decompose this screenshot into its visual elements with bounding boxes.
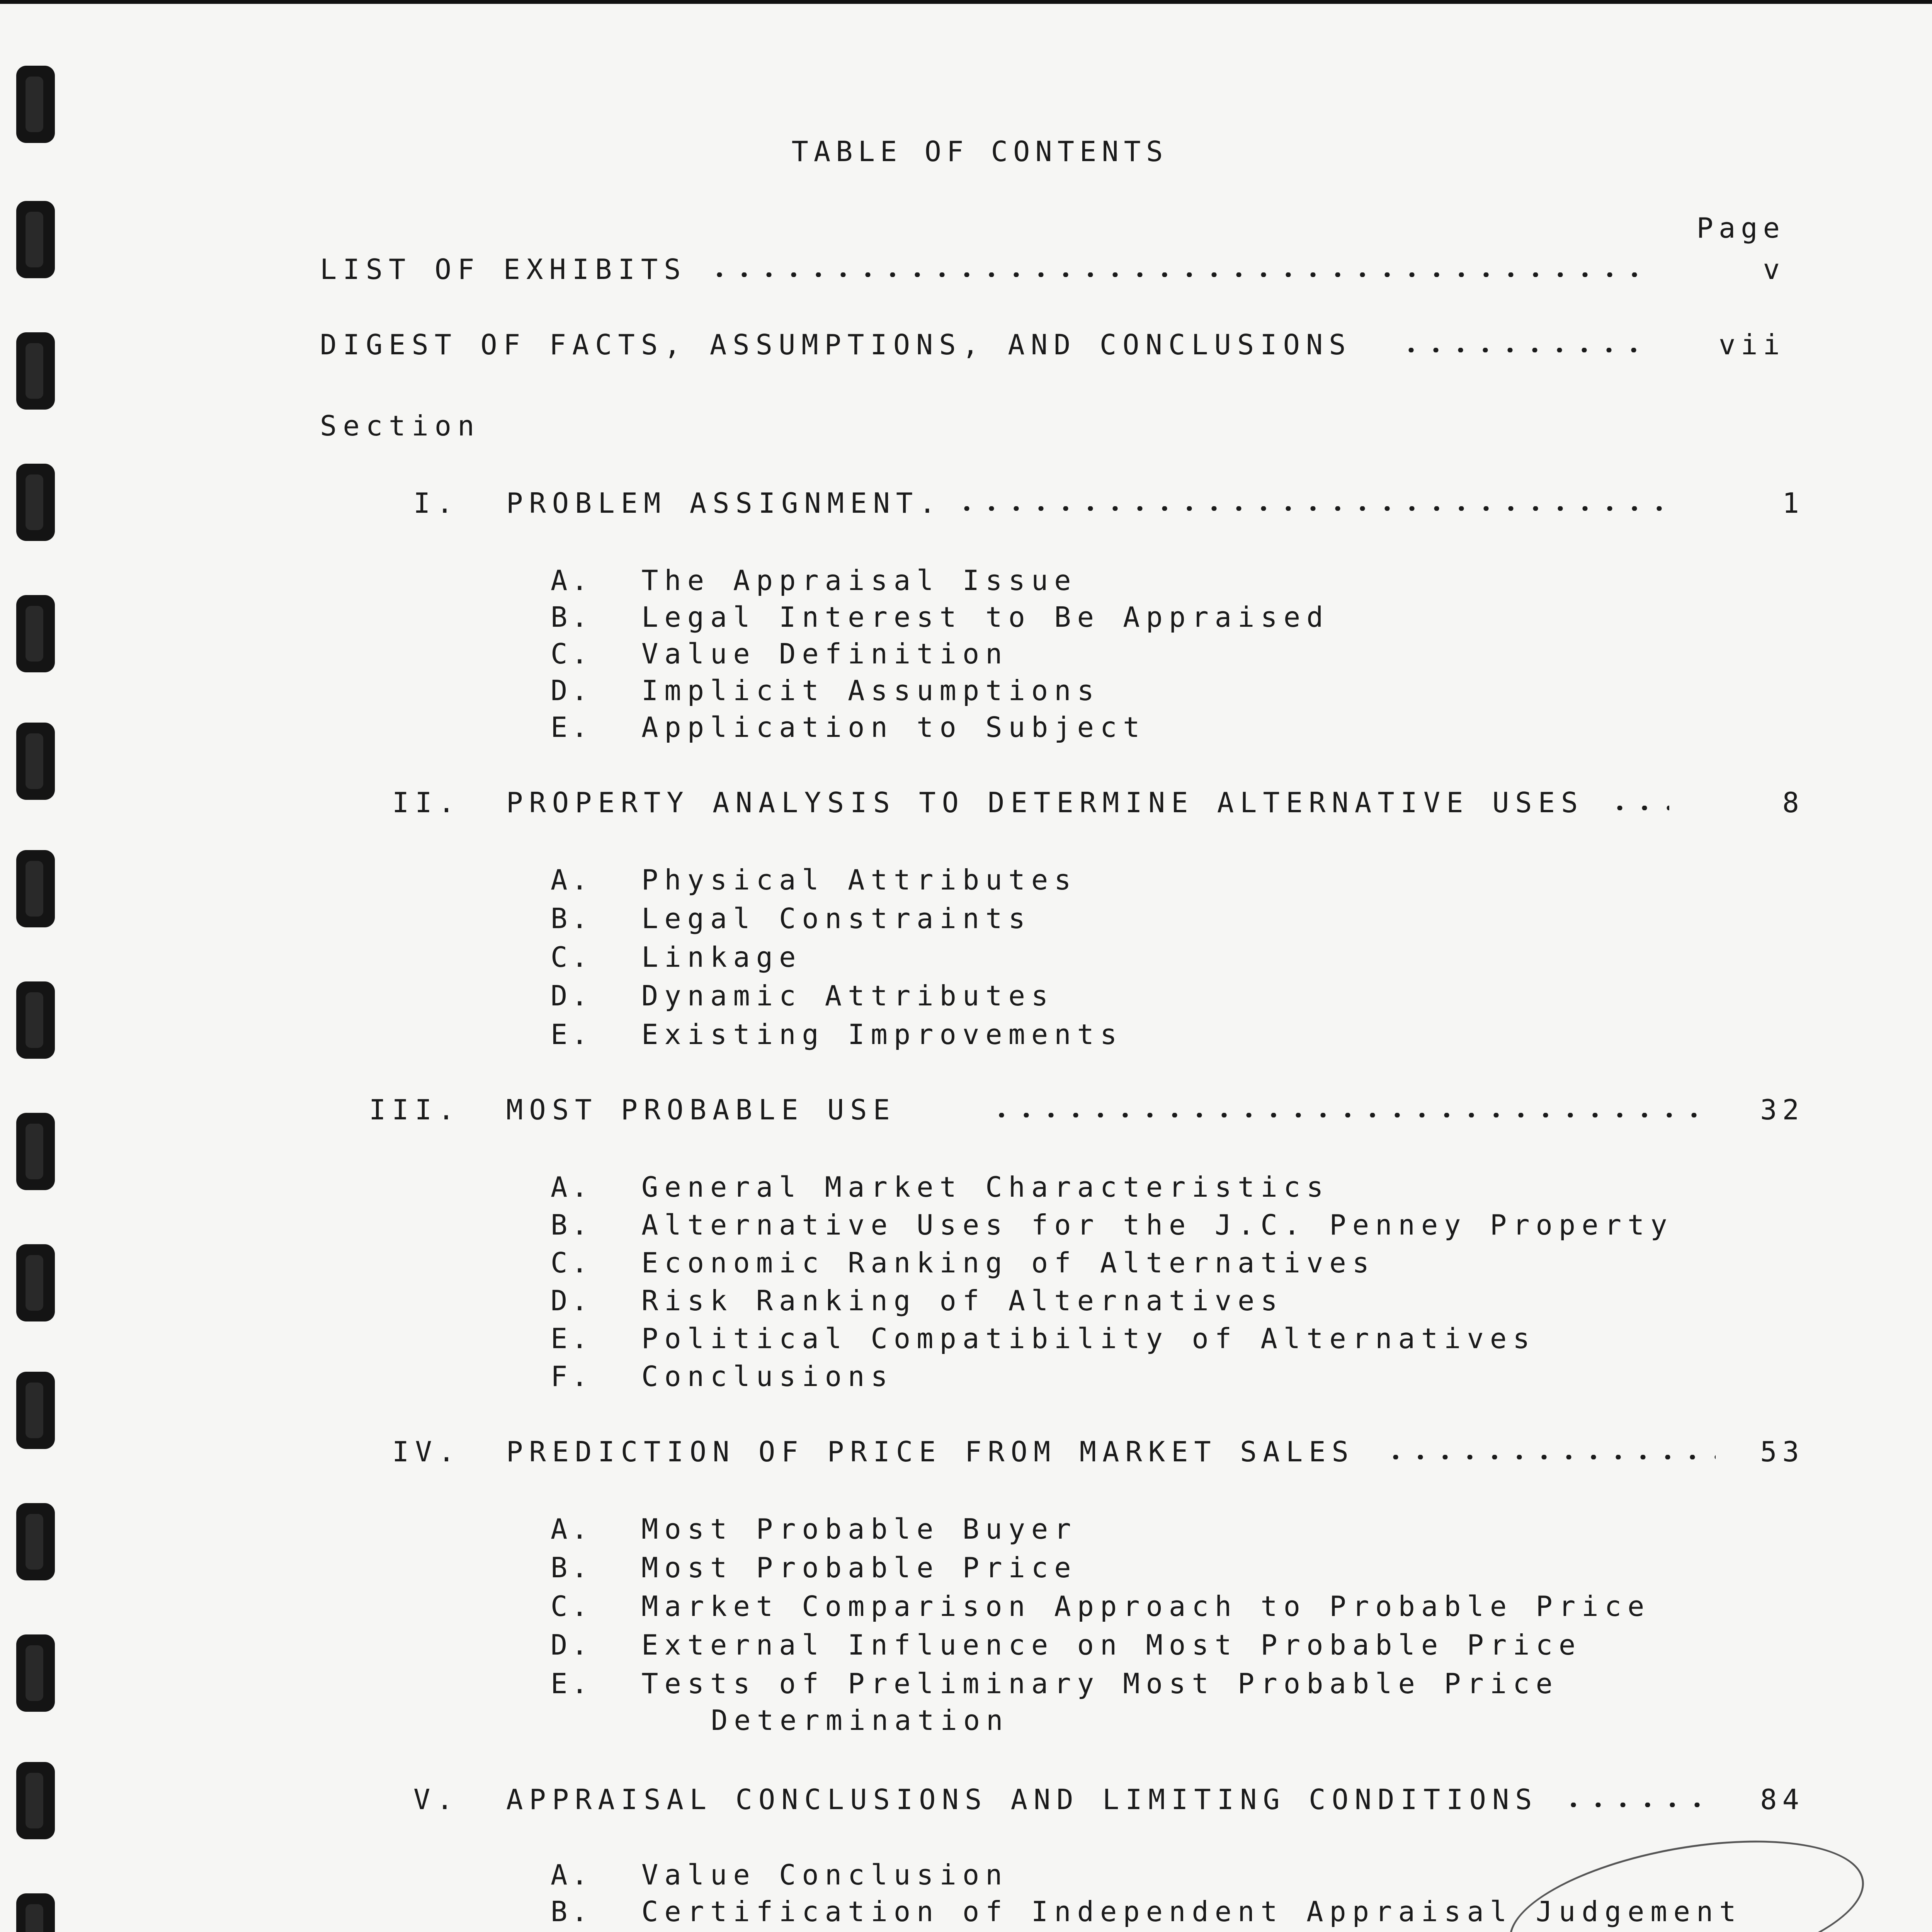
toc-subitem: Existing Improvements (641, 1018, 1123, 1051)
toc-subitem: Value Definition (641, 638, 1009, 670)
binder-holes (16, 0, 59, 1932)
page-number: 53 (1760, 1435, 1804, 1468)
toc-subitem: Economic Ranking of Alternatives (641, 1247, 1376, 1279)
handwritten-circle (1498, 1817, 1874, 1932)
toc-subitem: Alternative Uses for the J.C. Penney Property (641, 1209, 1673, 1241)
item-letter: B. (551, 1551, 592, 1584)
binder-hole (16, 723, 55, 800)
binder-hole (16, 201, 55, 278)
toc-subitem: Most Probable Buyer (641, 1513, 1077, 1545)
section-title: MOST PROBABLE USE (506, 1094, 896, 1126)
binder-hole (16, 464, 55, 541)
item-letter: A. (551, 564, 592, 597)
page-number: 8 (1782, 786, 1804, 819)
dot-leader (1383, 1455, 1716, 1459)
page-number: 32 (1760, 1094, 1804, 1126)
binder-hole (16, 1893, 55, 1932)
item-letter: C. (551, 1590, 592, 1622)
toc-subitem: Certification of Independent Appraisal Judgement (641, 1895, 1742, 1928)
binder-hole (16, 850, 55, 927)
toc-entry-digest: DIGEST OF FACTS, ASSUMPTIONS, AND CONCLUSIONS (320, 328, 1352, 361)
toc-subitem: The Appraisal Issue (641, 564, 1077, 597)
binder-hole (16, 332, 55, 410)
dot-leader (707, 272, 1650, 277)
binder-hole (16, 1372, 55, 1449)
section-number: II. (392, 786, 461, 819)
toc-subitem: Implicit Assumptions (641, 674, 1100, 707)
item-letter: D. (551, 1284, 592, 1317)
section-number: V. (413, 1783, 459, 1816)
toc-subitem: Legal Constraints (641, 902, 1031, 935)
binder-hole (16, 595, 55, 672)
item-letter: B. (551, 1895, 592, 1928)
section-number: IV. (392, 1435, 461, 1468)
item-letter: A. (551, 1513, 592, 1545)
top-border (0, 0, 1932, 4)
item-letter: E. (551, 1322, 592, 1355)
item-letter: B. (551, 1209, 592, 1241)
toc-subitem: Most Probable Price (641, 1551, 1077, 1584)
item-letter: A. (551, 1171, 592, 1203)
item-letter: E. (551, 711, 592, 743)
binder-hole (16, 1244, 55, 1321)
toc-subitem-continuation: Determination (711, 1704, 1009, 1736)
toc-subitem: Political Compatibility of Alternatives (641, 1322, 1536, 1355)
toc-subitem: Tests of Preliminary Most Probable Price (641, 1667, 1559, 1700)
item-letter: D. (551, 1629, 592, 1661)
section-label: Section (320, 410, 481, 442)
toc-subitem: General Market Characteristics (641, 1171, 1330, 1203)
toc-subitem: Legal Interest to Be Appraised (641, 601, 1330, 633)
toc-subitem: Risk Ranking of Alternatives (641, 1284, 1284, 1317)
page-title: TABLE OF CONTENTS (791, 135, 1168, 168)
binder-hole (16, 1634, 55, 1712)
page-number: v (1763, 253, 1785, 286)
page-number: vii (1718, 328, 1785, 361)
binder-hole (16, 981, 55, 1059)
binder-hole (16, 66, 55, 143)
section-number: I. (413, 487, 459, 519)
item-letter: F. (551, 1360, 592, 1393)
binder-hole (16, 1762, 55, 1839)
toc-subitem: Market Comparison Approach to Probable Price (641, 1590, 1651, 1622)
toc-subitem: Dynamic Attributes (641, 980, 1054, 1012)
toc-subitem: Physical Attributes (641, 864, 1077, 896)
section-title: APPRAISAL CONCLUSIONS AND LIMITING CONDITIONS (506, 1783, 1538, 1816)
item-letter: E. (551, 1667, 592, 1700)
toc-entry-list-of-exhibits: LIST OF EXHIBITS (320, 253, 687, 286)
item-letter: B. (551, 601, 592, 633)
page-column-header: Page (1696, 212, 1785, 244)
dot-leader (954, 506, 1669, 511)
dot-leader (1399, 348, 1650, 352)
item-letter: D. (551, 980, 592, 1012)
toc-subitem: External Influence on Most Probable Price (641, 1629, 1582, 1661)
toc-subitem: Conclusions (641, 1360, 894, 1393)
section-title: PROBLEM ASSIGNMENT. (506, 487, 942, 519)
binder-hole (16, 1113, 55, 1190)
toc-subitem: Value Conclusion (641, 1859, 1009, 1891)
section-title: PREDICTION OF PRICE FROM MARKET SALES (506, 1435, 1355, 1468)
toc-subitem: Linkage (641, 941, 802, 973)
item-letter: C. (551, 1247, 592, 1279)
toc-subitem: Application to Subject (641, 711, 1146, 743)
item-letter: E. (551, 1018, 592, 1051)
binder-hole (16, 1503, 55, 1580)
page-number: 84 (1760, 1783, 1804, 1816)
section-title: PROPERTY ANALYSIS TO DETERMINE ALTERNATIVE USES (506, 786, 1584, 819)
item-letter: A. (551, 1859, 592, 1891)
item-letter: A. (551, 864, 592, 896)
item-letter: D. (551, 674, 592, 707)
item-letter: B. (551, 902, 592, 935)
dot-leader (989, 1113, 1716, 1117)
item-letter: C. (551, 941, 592, 973)
page-number: 1 (1782, 487, 1804, 519)
item-letter: C. (551, 638, 592, 670)
section-number: III. (369, 1094, 461, 1126)
dot-leader (1607, 806, 1669, 810)
